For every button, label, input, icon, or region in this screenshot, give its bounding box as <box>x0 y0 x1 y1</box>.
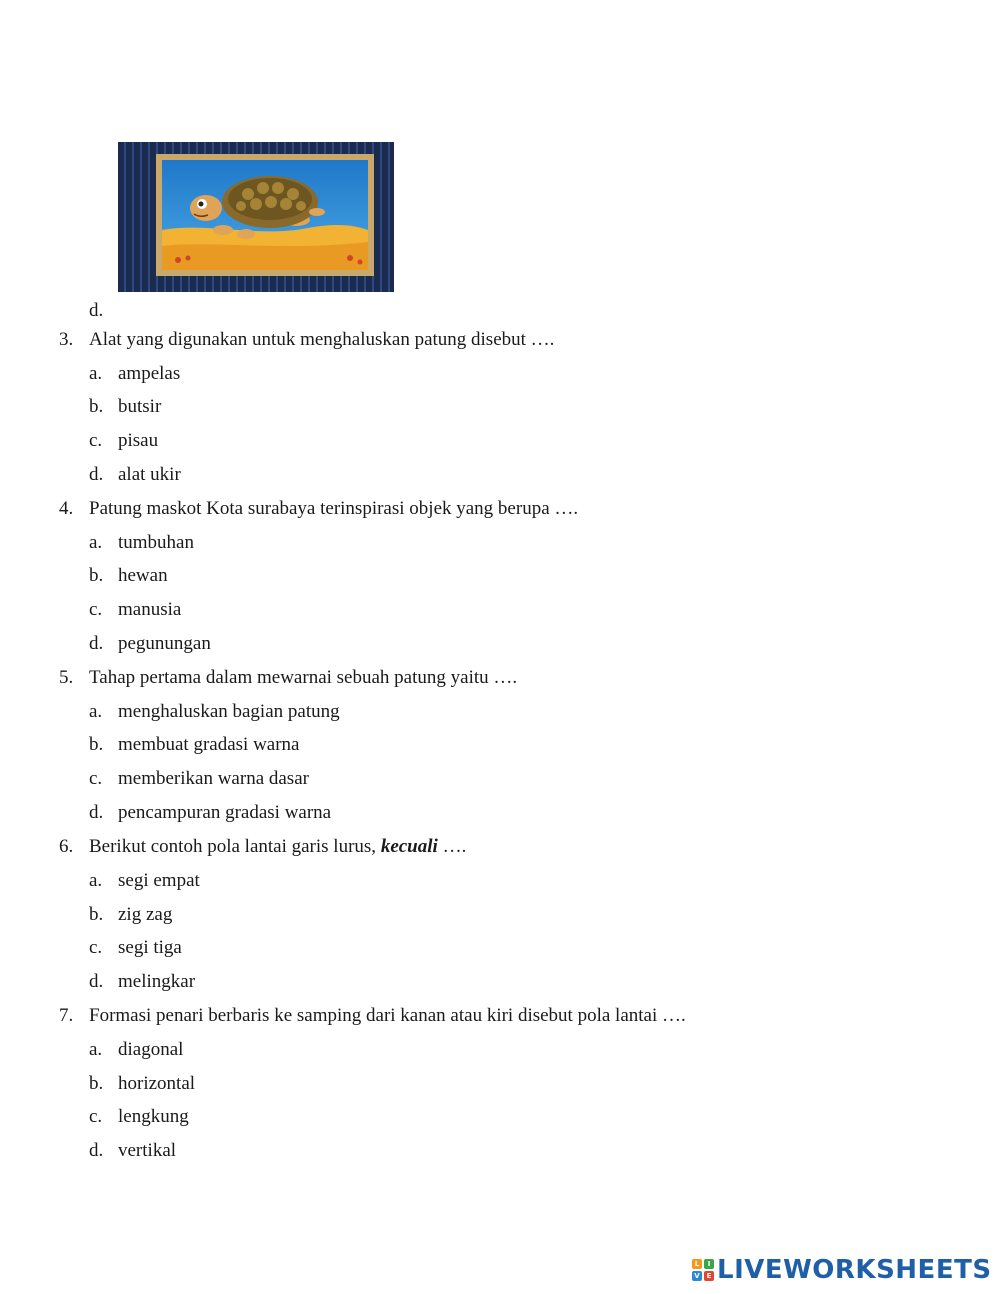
question-text: Formasi penari berbaris ke samping dari kanan atau kiri disebut pola lantai …. <box>89 1005 686 1026</box>
logo-text: LIVEWORKSHEETS <box>717 1255 992 1285</box>
question-text-before: Berikut contoh pola lantai garis lurus, <box>89 836 381 857</box>
option-text: hewan <box>118 565 168 586</box>
option-letter: d. <box>89 802 104 823</box>
option-letter: b. <box>89 904 104 925</box>
question-number: 3. <box>59 329 74 350</box>
option-text: segi tiga <box>118 937 182 958</box>
option-text: pisau <box>118 430 159 451</box>
option-letter: a. <box>89 701 103 722</box>
image-option-letter: d. <box>89 300 104 321</box>
turtle-mosaic-image <box>118 142 394 292</box>
question-number: 6. <box>59 836 74 857</box>
option-text: segi empat <box>118 870 200 891</box>
option-text: melingkar <box>118 971 196 992</box>
option-text: manusia <box>118 599 182 620</box>
option-text: pegunungan <box>118 633 211 654</box>
option-letter: a. <box>89 363 103 384</box>
option-letter: a. <box>89 1039 103 1060</box>
option-text: membuat gradasi warna <box>118 734 300 755</box>
option-letter: b. <box>89 734 104 755</box>
option-text: menghaluskan bagian patung <box>118 701 340 722</box>
option-text: butsir <box>118 396 162 417</box>
option-letter: d. <box>89 971 104 992</box>
question-text-after: …. <box>437 836 467 857</box>
option-letter: d. <box>89 464 104 485</box>
option-letter: b. <box>89 565 104 586</box>
option-letter: c. <box>89 937 103 958</box>
question-text: Patung maskot Kota surabaya terinspirasi objek yang berupa …. <box>89 498 579 519</box>
option-letter: a. <box>89 532 103 553</box>
question-number: 4. <box>59 498 74 519</box>
option-text: zig zag <box>118 904 173 925</box>
option-text: vertikal <box>118 1140 177 1161</box>
question-number: 7. <box>59 1005 74 1026</box>
option-letter: c. <box>89 768 103 789</box>
option-text: ampelas <box>118 363 181 384</box>
option-letter: d. <box>89 633 104 654</box>
option-text: horizontal <box>118 1073 196 1094</box>
option-text: diagonal <box>118 1039 184 1060</box>
option-letter: a. <box>89 870 103 891</box>
option-text: lengkung <box>118 1106 189 1127</box>
question-emphasis: kecuali <box>380 836 438 857</box>
option-letter: d. <box>89 1140 104 1161</box>
question-text: Alat yang digunakan untuk menghaluskan patung disebut …. <box>89 329 555 350</box>
option-text: pencampuran gradasi warna <box>118 802 332 823</box>
question-text <box>89 836 466 858</box>
option-letter: b. <box>89 396 104 417</box>
logo-icon <box>692 1259 714 1281</box>
option-letter: c. <box>89 599 103 620</box>
logo-block: I <box>704 1259 714 1269</box>
logo-block: L <box>692 1259 702 1269</box>
question-text: Tahap pertama dalam mewarnai sebuah patung yaitu …. <box>89 667 518 688</box>
option-text: tumbuhan <box>118 532 194 553</box>
option-letter: c. <box>89 1106 103 1127</box>
option-text: alat ukir <box>118 464 181 485</box>
question-number: 5. <box>59 667 74 688</box>
option-letter: b. <box>89 1073 104 1094</box>
liveworksheets-logo <box>692 1256 992 1284</box>
logo-block: V <box>692 1271 702 1281</box>
option-text: memberikan warna dasar <box>118 768 309 789</box>
option-letter: c. <box>89 430 103 451</box>
logo-block: E <box>704 1271 714 1281</box>
